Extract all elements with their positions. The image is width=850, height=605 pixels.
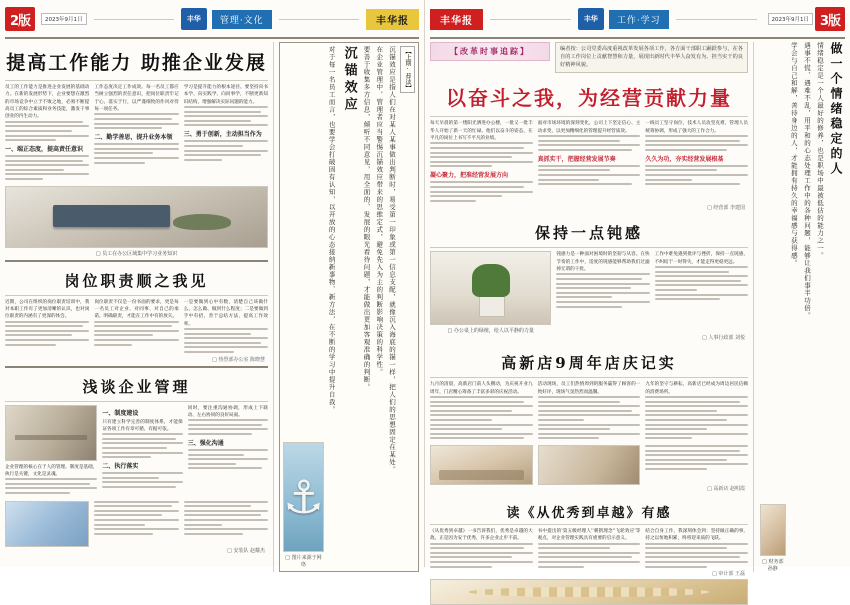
lead-body-1: 员工的工作能力是推进企业发展的基础动力。在新的发展形势下，企业要想在激烈的市场竞争中立于不败之地，必须不断提高员工的综合素质和业务技能，激发干事创业的内生动力。	[5, 85, 90, 120]
left-section-tag: 管理·文化	[212, 10, 272, 29]
divider	[430, 247, 748, 248]
divider	[5, 401, 268, 402]
a3-byline: □ 安装队 赵耀杰	[227, 547, 266, 554]
r-a4-body-3: 结合自身工作，我深刻体会到：坚持做正确的事，持之以恒地积累，终将迎来质的飞跃。	[645, 528, 749, 542]
r-a4-body-2: 书中提出的'第五级经理人''刺猬理念''飞轮效应'等观点，对企业管理实践具有重要的启示意义。	[537, 528, 641, 542]
left-date: 2023年9月1日	[41, 13, 87, 25]
masthead-divider	[5, 37, 419, 39]
masthead-divider-right	[430, 37, 845, 39]
r-article3-title: 高新店9周年店庆记实	[501, 354, 677, 373]
sidebar-text-3: 学会与自己和解，善待身边的人，才能拥有持久的幸福感与获得感。	[789, 42, 798, 267]
right-column-divider	[753, 42, 754, 572]
a3-photo-2	[5, 501, 89, 547]
a3-sub-3: 三、强化沟通	[187, 440, 224, 448]
lead-sub-3: 三、勇于创新，主动担当作为	[183, 131, 262, 139]
editor-note: 编者按：公司党委高度重视改革发展各项工作，各方面干部职工踊跃参与，在各自的工作岗位上贡献智慧和力量，展现出新时代丰华人奋发有为、担当实干的良好精神风貌。	[555, 42, 748, 73]
right-date: 2023年9月1日	[768, 13, 814, 25]
r-a2-photo-col	[430, 251, 551, 334]
r-a3-photo-2	[538, 445, 641, 485]
r-lead-body-3: 一线员工坚守岗位，技术人员攻坚克难，管理人员统筹协调，形成了强大的工作合力。	[645, 121, 749, 134]
left-article-3	[5, 371, 268, 572]
section-banner: 【改革时事追踪】	[430, 42, 550, 61]
r-a2-col-2	[556, 251, 649, 334]
right-sidebar	[759, 42, 845, 572]
r-a3-body-2: 活动现场，员工们热情周到的服务赢得了顾客的一致好评，现场气氛热烈而温馨。	[537, 382, 641, 395]
r-a3-body-3: 九年的坚守与耕耘，高新店已经成为周边居民信赖的消费场所。	[645, 382, 749, 395]
page-title: 提高工作能力 助推企业发展	[6, 52, 267, 74]
lead-photo	[5, 186, 268, 248]
r-a2-byline: □ 人事行政部 刘悦	[702, 335, 745, 342]
sidebar-title: 做一个情绪稳定的人	[829, 42, 843, 177]
lead-col-3	[184, 84, 268, 183]
a3-col-2	[102, 405, 182, 497]
r-a2-col-3	[655, 251, 748, 334]
r-lead-byline: □ 经营部 李建国	[707, 205, 745, 212]
a2-col-3	[184, 299, 268, 356]
r-a2-photo	[430, 251, 551, 325]
article2-title: 岗位职责顺之我见	[64, 271, 209, 290]
r-article2-title: 保持一点钝感	[534, 224, 643, 243]
a3-body-2: 只有建立科学完善的制度体系，才能保证各项工作有章可循、有据可依。	[102, 419, 183, 432]
r-a3-col-1	[430, 381, 533, 442]
lead-photo-caption: □ 员工在办公区域集中学习业务知识	[95, 250, 178, 257]
left-page	[0, 0, 425, 567]
right-article-4	[430, 498, 748, 605]
r-lead-col-2	[538, 120, 641, 204]
center-box-text-2: 在企业管理中，管理者应当警惕沉锚效应带来的思维定式，避免先入为主的判断影响决策的科学性。	[375, 46, 384, 376]
r-a3-col-2	[538, 381, 641, 442]
left-masthead	[5, 4, 419, 34]
center-box-photo	[283, 442, 324, 552]
right-lead-article	[430, 76, 748, 211]
a3-col-4	[94, 501, 178, 547]
left-paper-name: 丰华报	[366, 9, 419, 30]
r-a3-byline: □ 高新店 赵明霞	[707, 485, 745, 492]
a3-photo-col	[5, 405, 97, 497]
a3-col-3	[188, 405, 268, 497]
a2-col-2	[94, 299, 178, 356]
a3-photo	[5, 405, 97, 461]
right-page	[425, 0, 850, 578]
r-a4-col-3	[645, 528, 748, 570]
r-a2-body-2: 工作中难免遇到批评与挫折，保持一点钝感，不纠结于一时得失，才能走得更稳更远。	[654, 252, 748, 265]
lead-col-2	[94, 84, 178, 183]
left-page-number: 2版	[5, 7, 35, 31]
a3-sub-1: 一、制度建设	[102, 409, 139, 417]
right-article-3	[430, 347, 748, 492]
right-article-2	[430, 217, 748, 341]
r-lead-col-1	[430, 120, 533, 204]
lead-sub-1: 一、端正态度，提高责任意识	[5, 146, 84, 154]
r-a2-photo-caption: □ 办公桌上的绿植，给人以平静的力量	[447, 328, 534, 335]
r-lead-col-3	[645, 120, 748, 204]
a3-photo-2-wrap	[5, 501, 89, 547]
right-section-tag: 工作·学习	[609, 10, 669, 29]
sidebar-text-1: 情绪稳定是一个人最好的修养，也是职场中最被低估的能力之一。	[816, 42, 824, 260]
r-a4-body-1: 《从优秀到卓越》一书告诉我们，优秀是卓越的大敌。正是因为安于优秀，许多企业止步不前。	[430, 528, 533, 542]
center-box-text-3: 要善于收集多方信息，倾听不同意见，用全面的、发展的眼光看待问题，才能做出更加客观准确的判断。	[362, 46, 371, 391]
lead-sub-2: 二、勤学善思，提升业务本领	[94, 134, 173, 142]
r-a3-photo-wrap-2	[538, 445, 641, 485]
r-a3-body-1: 九月的清晨，高新店门前人头攒动，为庆祝开业九周年，门店精心筹备了丰富多彩的庆祝活动。	[430, 382, 533, 395]
divider	[5, 260, 268, 262]
lead-col-1	[5, 84, 89, 183]
center-box-text-1: 沉锚效应是指人们在对某人某事做出判断时，易受第一印象或第一信息支配，就像沉入海底的锚一样，把人们的思想固定在某处。	[388, 46, 396, 474]
masthead-rule-2	[279, 19, 359, 20]
center-box-title: 沉锚效应	[341, 46, 357, 114]
center-box-text-4: 对于每一名员工而言，也要学会打破固有认知，以开放的心态接纳新事物、新方法，在不断的学习中提升自我。	[327, 46, 336, 414]
paper-logo-icon-right: 丰华	[578, 8, 604, 30]
r-article4-title: 读《从优秀到卓越》有感	[506, 505, 672, 521]
a3-sub-2: 二、执行落实	[102, 463, 139, 471]
r-a2-body-1: 钝感力是一种面对困境时的坚韧与从容。在快节奏的工作中，适度的钝感能够帮助我们过滤掉无谓的干扰。	[556, 252, 650, 273]
lead-body-3: 学习是提升能力的根本途径。要坚持向书本学、向实践学、向同事学，不断更新知识结构，增强解决实际问题的能力。	[183, 85, 269, 105]
center-box-photo-caption: □ 图片来源于网络	[285, 555, 322, 568]
article3-title: 浅谈企业管理	[82, 377, 191, 396]
right-paper-name: 丰华报	[430, 9, 483, 30]
r-lead-body-1: 每天早晨的第一缕阳光洒进办公楼，一批又一批丰华人开始了新一天的忙碌。他们以奋斗的姿态，在平凡的岗位上书写不平凡的业绩。	[430, 121, 533, 142]
a3-body-3: 同时，要注重沟通协调，形成上下联动、左右协同的良好局面。	[187, 405, 269, 418]
a2-col-1	[5, 299, 89, 356]
divider	[430, 116, 748, 117]
r-lead-sub-3: 久久为功，夯实经营发展根基	[645, 155, 724, 163]
right-page-title: 以奋斗之我，为经营贡献力量	[446, 86, 732, 111]
a2-byline: □ 热烈部办公室 陈晓慧	[212, 356, 266, 363]
sidebar-byline: □ 财务部 孙静	[762, 559, 784, 572]
divider	[430, 524, 748, 525]
a2-body-2: 岗位职责不仅是一份书面的要求，更是每一名员工对企业、对同事、对自己的承诺。明确职责，才能在工作中有的放矢。	[94, 299, 179, 320]
left-article-2	[5, 265, 268, 363]
divider	[5, 295, 268, 296]
right-page-number: 3版	[815, 7, 845, 31]
masthead-rule-4	[676, 19, 757, 20]
a3-body-1: 企业管理的核心在于人的管理。制度是基础，执行是关键，文化是灵魂。	[5, 464, 98, 477]
right-masthead	[430, 4, 845, 34]
paper-logo-icon: 丰华	[181, 8, 207, 30]
r-a3-photo	[430, 445, 533, 485]
sidebar-text-2: 遇事不慌、遇难不乱，用平和的心态处理工作中的各种问题，能够让我们事半功倍。	[802, 42, 811, 320]
r-a4-byline: □ 审计部 王磊	[712, 571, 745, 578]
center-box-header: 【上期·荐读】	[400, 46, 415, 93]
r-a4-col-1	[430, 528, 533, 570]
r-a3-col-3	[645, 381, 748, 442]
sidebar-photo	[760, 504, 786, 556]
r-a4-col-2	[538, 528, 641, 570]
page-column-divider	[273, 42, 274, 572]
a3-body-block	[5, 464, 97, 494]
masthead-rule	[94, 19, 174, 20]
left-lead-article	[5, 42, 268, 257]
r-a3-col-4	[645, 445, 748, 485]
left-center-box	[279, 42, 419, 572]
r-lead-sub-2: 真抓实干，把握经营发展节奏	[537, 155, 616, 163]
r-lead-sub-1: 凝心聚力，把准经营发展方向	[430, 172, 509, 180]
a3-col-5	[184, 501, 268, 547]
divider	[5, 366, 268, 368]
divider	[430, 377, 748, 378]
divider	[5, 80, 268, 81]
lead-body-2: 工作态度决定工作成效。每一名员工都应当树立强烈的责任意识，把岗位职责牢记于心、落实于行，以严谨细致的作风对待每一项任务。	[94, 85, 179, 113]
a2-body-1: 近期，公司在组织的岗位职责培训中，我对本职工作有了更加清晰的认识，也对岗位职责的内涵有了更深的体会。	[5, 299, 90, 320]
r-a3-photo-wrap	[430, 445, 533, 485]
r-lead-body-2: 面对市场环境的深刻变化，公司上下坚定信心、主动求变，以更加精细化的管理提升经营质效。	[537, 121, 641, 134]
masthead-rule-3	[490, 19, 571, 20]
right-banner-row	[430, 42, 748, 76]
r-a4-photo	[430, 579, 748, 605]
a2-body-3: 一是要做到心中有数，清楚自己该做什么、怎么做、做到什么程度；二是要做到手中有招，善于总结方法，提高工作效率。	[183, 299, 269, 327]
